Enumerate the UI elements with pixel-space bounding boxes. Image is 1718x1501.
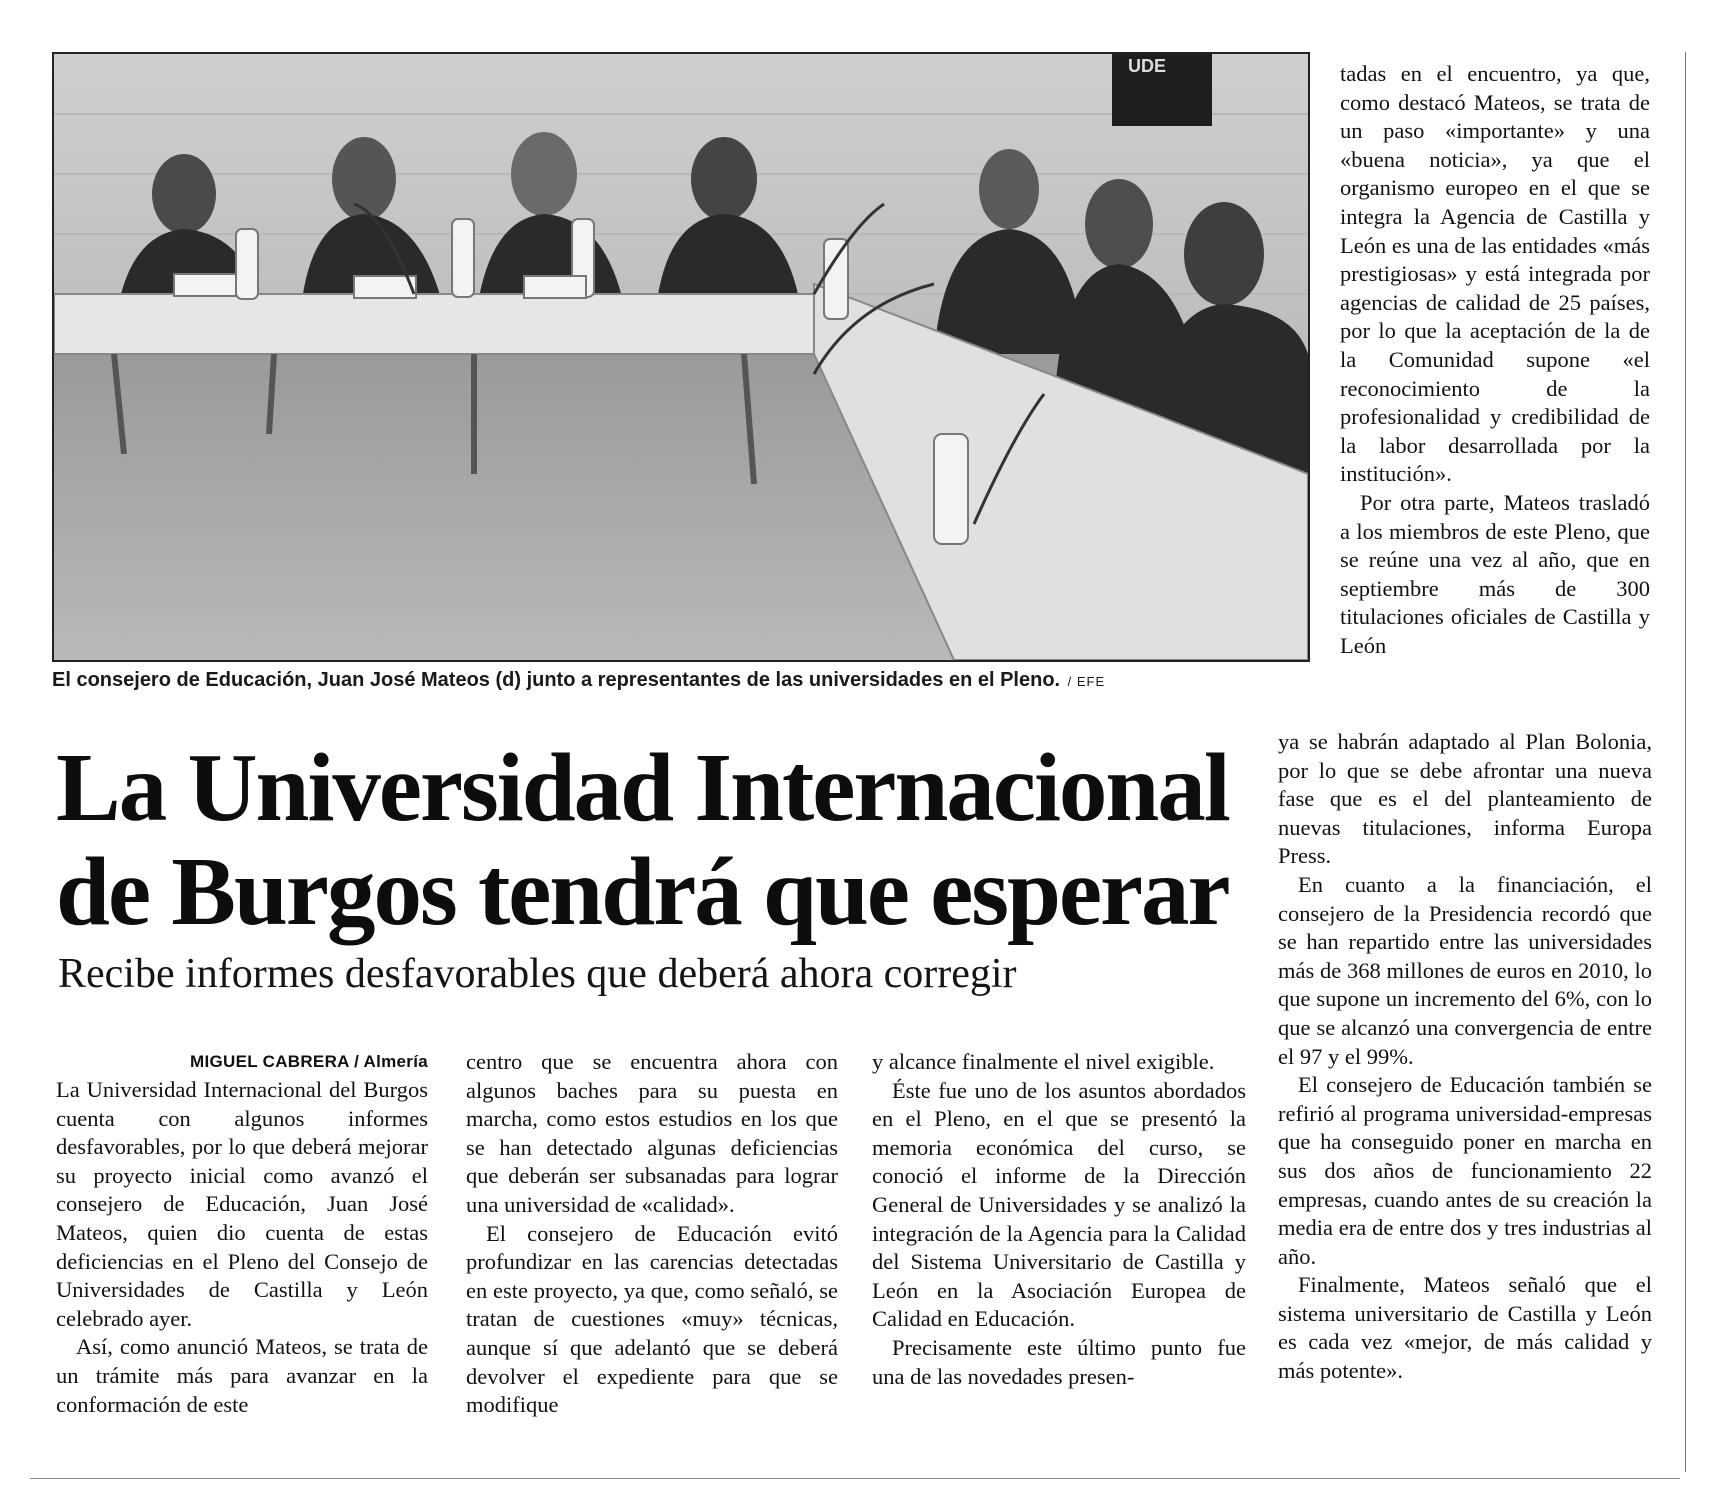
byline: MIGUEL CABRERA / Almería (190, 1052, 428, 1071)
news-photo (52, 52, 1310, 662)
paragraph: Finalmente, Mateos señaló que el sistema universitario de Castilla y León es cada vez «mejor, de más calidad y más potente». (1278, 1272, 1652, 1384)
photo-meeting-icon (54, 54, 1308, 660)
paragraph: La Universidad Internacional del Burgos cuenta con algunos informes desfavorables, por lo que deberá mejorar su proyecto inicial como avanzó el consejero de Educación, Juan José Mateos, quien dio cuenta de estas deficiencias en el Pleno del Consejo de Universidades de Castilla y León celebrado ayer. (56, 1077, 428, 1331)
paragraph: tadas en el encuentro, ya que, como destacó Mateos, se trata de un paso «importante» y una «buena noticia», ya que el organismo europeo en el que se integra la Agencia de Castilla y León es una de las entidades «más prestigiosas» y está integrada por agencias de calidad de 25 países, por lo que la aceptación de la de la Comunidad supone «el reconocimiento de la profesionalidad y credibilidad de la labor desarrollada por la institución». (1340, 61, 1650, 487)
paragraph: y alcance finalmente el nivel exigible. (872, 1049, 1215, 1074)
paragraph: centro que se encuentra ahora con algunos baches para su puesta en marcha, como estos estudios en los que se han detectado algunas deficiencias que deberán ser subsanadas para lograr una universidad de «calidad». (466, 1049, 838, 1217)
paragraph: Éste fue uno de los asuntos abordados en el Pleno, en el que se presentó la memoria económica del curso, se conoció el informe de la Dirección General de Universidades y se analizó la integración de la Agencia para la Calidad del Sistema Universitario de Castilla y León en la Asociación Europea de Calidad en Educación. (872, 1077, 1246, 1332)
headline (56, 736, 1286, 944)
tent-label: UDE (1128, 56, 1167, 76)
right-column-top (1340, 60, 1650, 660)
photo-credit: / EFE (1067, 674, 1106, 689)
column-divider (1685, 52, 1686, 1472)
headline-line-1: La Universidad Internacional (56, 734, 1229, 841)
page-bottom-rule (30, 1478, 1680, 1479)
paragraph: En cuanto a la financiación, el consejero de la Presidencia recordó que se han repartido entre las universidades más de 368 millones de euros en 2010, lo que supone un incremento del 6%, con lo que se alcanzó una convergencia de entre el 97 y el 99%. (1278, 871, 1652, 1069)
paragraph: ya se habrán adaptado al Plan Bolonia, por lo que se debe afrontar una nueva fase que es el del planteamiento de nuevas titulaciones, informa Europa Press. (1278, 729, 1652, 869)
paragraph: Precisamente este último punto fue una de las novedades presen- (872, 1334, 1246, 1389)
paragraph: Así, como anunció Mateos, se trata de un trámite más para avanzar en la conformación de este (56, 1334, 428, 1417)
paragraph: Por otra parte, Mateos trasladó a los miembros de este Pleno, que se reúne una vez al año, que en septiembre más de 300 titulaciones oficiales de Castilla y León (1340, 489, 1650, 658)
paragraph: El consejero de Educación evitó profundizar en las carencias detectadas en este proyecto, ya que, como señaló, se tratan de cuestiones «muy» técnicas, aunque sí que adelantó que se deberá devolver el expediente para que se modifique (466, 1220, 838, 1418)
subheadline: Recibe informes desfavorables que deberá ahora corregir (58, 951, 1017, 997)
caption-text: El consejero de Educación, Juan José Mateos (d) junto a representantes de las universidades en el Pleno. (52, 669, 1061, 691)
headline-line-2: de Burgos tendrá que esperar (56, 838, 1229, 945)
photo-caption (52, 669, 1252, 692)
body-column-2 (466, 1048, 838, 1420)
right-column-bottom (1278, 728, 1652, 1386)
body-column-1 (56, 1048, 428, 1419)
paragraph: El consejero de Educación también se refirió al programa universidad-empresas que ha conseguido poner en marcha en sus dos años de funcionamiento 22 empresas, cuando antes de su creación la media era de entre dos y tres industrias al año. (1278, 1072, 1652, 1269)
body-column-3 (872, 1048, 1246, 1391)
